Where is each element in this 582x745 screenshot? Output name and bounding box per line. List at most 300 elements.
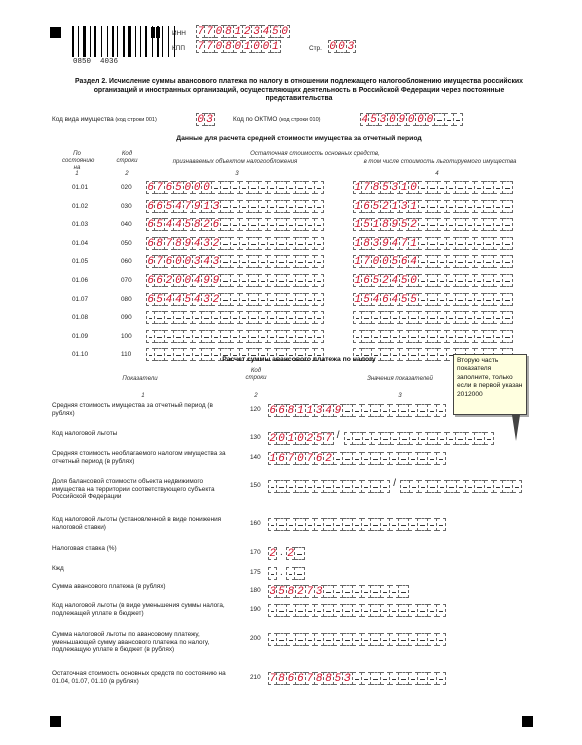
char-cell [231,293,240,306]
page-field[interactable] [328,40,356,53]
char-cell: 2 [212,293,220,306]
barcode-bar [133,26,134,57]
char-cell [362,672,371,685]
char-cell [146,311,155,324]
char-cell [277,518,286,531]
char-cell [277,200,286,213]
char-cell [231,237,240,250]
char-cell: 6 [147,256,154,269]
char-cell: 2 [306,433,314,445]
char-cell [221,200,230,213]
char-cell [418,604,427,617]
char-cell: 7 [325,433,332,445]
char-cell: 5 [400,219,408,232]
calc-col-value: Значения показателей [367,375,433,382]
char-cell [371,672,380,685]
row-code: 020 [121,184,132,191]
char-cell [334,633,343,646]
row-date: 01.09 [72,332,88,340]
char-cell [315,311,324,324]
char-cell: 4 [262,26,270,38]
char-cell [484,181,493,194]
char-cell: 4 [175,219,182,232]
char-cell [418,672,427,685]
char-cell: 6 [147,275,154,287]
char-cell [438,274,447,287]
char-cell: 5 [278,586,285,598]
char-cell: 0 [297,433,304,445]
exempt-value-field[interactable] [353,330,513,343]
calc-num-1: 1 [141,392,145,399]
char-cell: 2 [287,548,294,560]
char-cell: 1 [400,182,408,194]
char-cell [419,200,428,213]
char-cell [221,293,230,306]
char-cell [428,330,437,343]
exempt-value-field[interactable] [353,293,513,306]
char-cell: 1 [354,293,361,306]
char-cell [277,293,286,306]
char-cell [277,311,286,324]
row-code: 190 [250,606,261,613]
char-cell: 1 [354,200,361,213]
char-cell: 3 [372,237,380,250]
char-cell [296,311,305,324]
indicator-label: Код налоговой льготы [52,430,118,437]
char-cell [315,480,324,493]
char-cell [268,237,277,250]
avg-num-1: 1 [75,170,79,177]
row-code: 180 [250,587,261,594]
char-cell [428,404,437,417]
section-title: Раздел 2. Исчисление суммы авансового платежа по налогу в отношении подлежащего налогообложению имущества российских организаций и иностранных организаций, осуществляющих деятельность в Российской Федерации через постоянные представительства [74,78,523,103]
tooltip-note: Вторую часть показателя заполните, только если в первой указан 2012000 [453,354,527,415]
char-cell: З [212,200,220,213]
taxable-value-field[interactable] [146,311,324,324]
char-cell [259,237,268,250]
value-field[interactable] [268,452,446,465]
inn-field[interactable] [196,25,290,38]
char-cell [418,518,427,531]
value-field[interactable] [268,432,334,445]
char-cell [400,330,409,343]
barcode-bar [140,26,141,57]
char-cell [399,452,408,465]
exempt-value-field[interactable] [353,311,513,324]
char-cell [240,181,249,194]
char-cell: 7 [269,673,276,685]
char-cell: 6 [363,200,370,213]
barcode-bar [165,26,167,57]
char-cell [437,633,446,646]
char-cell [428,432,437,445]
char-cell [503,274,512,287]
barcode-bar [103,26,106,57]
char-cell: 6 [147,200,154,213]
char-cell [221,274,230,287]
indicator-label: Кжд [52,565,64,572]
exempt-value-field[interactable] [353,237,513,250]
char-cell: 5 [184,293,192,306]
char-cell: 0 [175,275,182,287]
char-cell: 9 [398,114,406,126]
value-field[interactable] [268,404,446,417]
char-cell [484,293,493,306]
char-cell [353,633,362,646]
taxable-value-field[interactable] [146,274,324,287]
char-cell [324,518,333,531]
char-cell [419,237,428,250]
char-cell: 3 [391,182,399,194]
calc-table-title: Расчет суммы авансового платежа по налогу [222,356,376,363]
char-cell: 4 [193,275,201,287]
row-date: 01.08 [72,314,88,322]
char-cell: 6 [147,293,154,306]
char-cell [231,311,240,324]
char-cell: 0 [234,41,242,53]
char-cell [296,330,305,343]
value-field[interactable] [268,672,446,685]
value-field[interactable] [268,518,446,531]
char-cell: 6 [400,256,408,269]
char-cell [435,113,444,126]
char-cell [466,311,475,324]
taxable-value-field[interactable] [146,330,324,343]
char-cell [503,237,512,250]
char-cell [419,181,428,194]
barcode-bar [76,26,77,57]
exempt-value-field[interactable] [353,255,513,268]
char-cell [363,432,372,445]
char-cell [466,432,475,445]
barcode-bar [72,26,74,57]
char-cell: 1 [306,405,314,417]
char-cell [418,452,427,465]
char-cell [419,330,428,343]
char-cell: 3 [315,405,323,417]
char-cell [306,255,315,268]
property-code-field[interactable] [196,113,215,126]
char-cell [343,585,352,598]
char-cell [371,480,380,493]
char-cell: 3 [203,293,210,306]
char-cell [221,311,230,324]
value-field[interactable] [268,633,446,646]
row-code: 090 [121,314,132,322]
barcode-bar [135,26,136,57]
char-cell [231,274,240,287]
char-cell: 4 [175,200,182,213]
char-cell [240,200,249,213]
inn-label: ИНН [172,30,186,37]
taxable-value-field[interactable] [146,218,324,231]
char-cell [362,404,371,417]
char-cell [428,237,437,250]
barcode-bar [107,26,108,57]
taxable-value-field[interactable] [146,237,324,250]
char-cell [503,480,512,493]
char-cell [259,311,268,324]
char-cell [485,432,494,445]
char-cell [409,518,418,531]
char-cell [315,604,324,617]
value-field[interactable] [268,547,277,560]
char-cell [475,311,484,324]
char-cell [165,311,174,324]
char-cell [494,330,503,343]
char-cell [503,293,512,306]
char-cell [268,633,277,646]
char-cell [362,452,371,465]
char-cell: 5 [410,293,417,306]
taxable-value-field[interactable] [146,293,324,306]
char-cell [428,672,437,685]
row-date: 01.06 [72,277,88,284]
char-cell [428,200,437,213]
value-field[interactable] [268,604,446,617]
barcode-bar [110,26,111,57]
value-field-part2[interactable] [400,480,522,493]
char-cell: 4 [175,293,182,306]
value-field[interactable] [286,567,305,580]
taxable-value-field[interactable] [146,200,324,213]
char-cell [410,432,419,445]
char-cell: 0 [297,453,304,465]
calc-num-3: 3 [398,392,402,399]
row-code: 140 [250,454,261,461]
char-cell [494,311,503,324]
value-field[interactable] [268,480,390,493]
char-cell [466,293,475,306]
barcode-bar [78,26,79,57]
avg-num-3: 3 [235,170,239,177]
char-cell [484,330,493,343]
char-cell [390,585,399,598]
char-cell [409,672,418,685]
row-code: 080 [121,295,132,303]
char-cell [362,518,371,531]
decimal-point: . [280,547,283,558]
char-cell: 0 [410,275,417,287]
char-cell: 1 [203,200,210,213]
row-code: 070 [121,277,132,284]
char-cell [456,274,465,287]
char-cell [353,330,362,343]
value-field[interactable] [268,585,409,598]
char-cell: 6 [287,673,295,685]
char-cell [419,293,428,306]
char-cell [277,218,286,231]
char-cell [268,218,277,231]
value-field[interactable] [268,567,277,580]
char-cell: 5 [400,275,408,287]
row-code: 170 [250,549,261,556]
char-cell [381,330,390,343]
char-cell [296,518,305,531]
char-cell [362,480,371,493]
char-cell [447,200,456,213]
char-cell [174,330,183,343]
char-cell: 0 [193,182,201,194]
char-cell: 1 [287,433,295,445]
char-cell [315,330,324,343]
char-cell [221,237,230,250]
char-cell: 8 [325,673,332,685]
char-cell [240,255,249,268]
char-cell [268,200,277,213]
barcode-bar [117,26,118,57]
indicator-label: Сумма авансового платежа (в рублях) [52,583,166,590]
char-cell: 5 [391,256,399,269]
char-cell: 1 [391,200,399,213]
char-cell [295,547,304,560]
char-cell [381,432,390,445]
char-cell: 1 [234,26,242,38]
char-cell [457,480,466,493]
taxable-value-field[interactable] [146,181,324,194]
char-cell: 8 [363,237,370,250]
char-cell: 3 [203,237,210,250]
char-cell [306,237,315,250]
char-cell [287,480,296,493]
char-cell [456,181,465,194]
row-code: 030 [121,202,132,210]
exempt-value-field[interactable] [353,200,513,213]
char-cell [428,604,437,617]
char-cell: 7 [206,26,213,38]
char-cell [428,181,437,194]
char-cell [381,452,390,465]
char-cell: 8 [315,673,323,685]
char-cell [287,518,296,531]
char-cell [306,274,315,287]
char-cell [343,404,352,417]
char-cell [315,255,324,268]
char-cell [287,330,296,343]
char-cell [390,672,399,685]
char-cell: 4 [203,256,210,269]
char-cell: 8 [278,673,285,685]
char-cell [324,633,333,646]
row-date: 01.03 [72,221,88,229]
char-cell [240,311,249,324]
char-cell: 2 [297,586,304,598]
char-cell [277,255,286,268]
char-cell [399,404,408,417]
char-cell: 3 [253,26,260,38]
taxable-value-field[interactable] [146,255,324,268]
char-cell [484,274,493,287]
barcode-bar [168,26,169,57]
char-cell [249,311,258,324]
char-cell [334,480,343,493]
char-cell [221,330,230,343]
char-cell: 4 [391,293,399,306]
char-cell [437,672,446,685]
char-cell [231,255,240,268]
char-cell: 8 [193,219,201,232]
char-cell [334,585,343,598]
kpp-field[interactable] [196,40,281,53]
char-cell: 5 [156,293,163,306]
char-cell [306,604,315,617]
char-cell [315,218,324,231]
char-cell [315,181,324,194]
char-cell [259,274,268,287]
char-cell [315,274,324,287]
indicator-label: Код налоговой льготы (в виде уменьшения суммы налога, подлежащей уплате в бюджет) [52,602,225,617]
barcode-bar [128,26,131,57]
char-cell: З [344,673,351,685]
char-cell: 0 [184,182,192,194]
char-cell [447,311,456,324]
char-cell: 0 [203,182,210,194]
char-cell: 2 [269,433,276,445]
char-cell: 7 [156,256,163,269]
char-cell [306,218,315,231]
char-cell [315,633,324,646]
decimal-point: . [280,567,283,578]
char-cell [353,311,362,324]
char-cell: 4 [410,256,417,269]
char-cell [484,237,493,250]
char-cell [466,255,475,268]
indicator-label: Средняя стоимость имущества за отчетный период (в рублях) [52,402,213,417]
barcode-number: 0850 4036 [73,58,119,66]
oktmo-field[interactable] [360,113,463,126]
char-cell [240,330,249,343]
exempt-value-field[interactable] [353,181,513,194]
exempt-value-field[interactable] [353,274,513,287]
char-cell: 4 [361,114,368,126]
char-cell: 7 [197,26,204,38]
char-cell: 4 [193,237,201,250]
char-cell [390,518,399,531]
char-cell [390,404,399,417]
row-code: 040 [121,221,132,229]
char-cell [287,218,296,231]
char-cell [456,218,465,231]
char-cell [296,633,305,646]
corner-mark [522,716,533,727]
char-cell [193,330,202,343]
exempt-value-field[interactable] [353,218,513,231]
char-cell [343,604,352,617]
char-cell [400,480,409,493]
char-cell: 0 [262,41,270,53]
char-cell [419,255,428,268]
char-cell: 6 [156,200,163,213]
indicator-label: Средняя стоимость необлагаемого налогом имущества за отчетный период (в рублях) [52,450,226,465]
char-cell: 4 [165,293,173,306]
char-cell [475,218,484,231]
barcode-bar [120,26,122,57]
barcode-bar [115,26,116,57]
char-cell [438,255,447,268]
char-cell [296,255,305,268]
barcode-bar [137,26,139,57]
char-cell: 8 [175,237,182,250]
char-cell: 6 [382,293,389,306]
char-cell [419,432,428,445]
calc-col-code: Код строки [245,367,267,381]
value-field[interactable] [286,547,305,560]
char-cell [268,604,277,617]
value-field-part2[interactable] [344,432,494,445]
char-cell [249,293,258,306]
barcode-bar [162,26,163,57]
char-cell [372,432,381,445]
